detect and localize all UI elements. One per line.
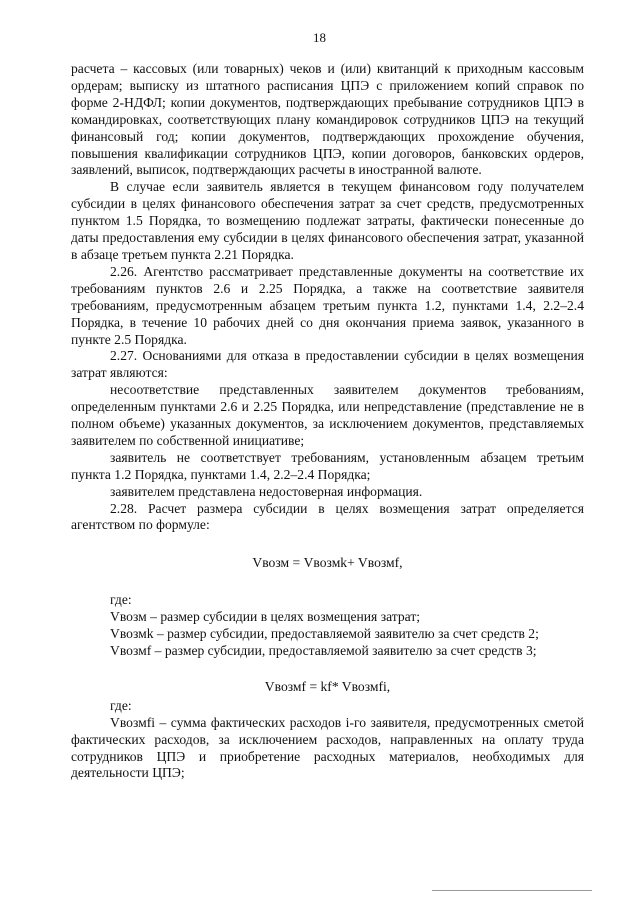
scan-mark-divider [432, 890, 592, 891]
page-number: 18 [313, 30, 326, 45]
paragraph-refusal-reason-3: заявителем представлена недостоверная информация. [110, 483, 423, 499]
definition-vvozmfi: Vвозмfi – сумма фактических расходов i-го заявителя, предусмотренных сметой фактических расходов, за исключением расходов, направленных на оплату труда сотрудников ЦПЭ и приобретение расходных материалов, необходимых для деятельности ЦПЭ; [71, 714, 584, 781]
paragraph-2-28: 2.28. Расчет размера субсидии в целях возмещения затрат определяется агентством по формуле: [71, 500, 584, 533]
formula-vvozmf: Vвозмf = kf* Vвозмfi, [264, 678, 391, 694]
formula-total: Vвозм = Vвозмk+ Vвозмf, [252, 555, 403, 571]
definition-vvozmk: Vвозмk – размер субсидии, предоставляемой заявителю за счет средств 2; [110, 626, 539, 642]
where-label: где: [110, 697, 132, 713]
definition-vvozm: Vвозм – размер субсидии в целях возмещения затрат; [110, 609, 421, 625]
paragraph-refusal-reason-1: несоответствие представленных заявителем документов требованиям, определенным пунктами 2.6 и 2.25 Порядка, или непредставление (представление не в полном объеме) указанных документов, за исключением документов, представляемых заявителем по собственной инициативе; [71, 382, 584, 448]
paragraph-refusal-reason-2: заявитель не соответствует требованиям, установленным абзацем третьим пункта 1.2 Порядка, пунктами 1.4, 2.2–2.4 Порядка; [71, 449, 584, 482]
paragraph-2-27: 2.27. Основаниями для отказа в предоставлении субсидии в целях возмещения затрат являются: [71, 348, 584, 381]
paragraph-subsidy-case: В случае если заявитель является в текущем финансовом году получателем субсидии в целях финансового обеспечения затрат за счет средств, предусмотренных пунктом 1.5 Порядка, то возмещению подлежат затраты, фактически понесенные до даты предоставления ему субсидии в целях финансового обеспечения затрат, указанной в абзаце третьем пункта 2.21 Порядка. [71, 179, 584, 262]
document-body [71, 61, 584, 782]
where-label: где: [110, 592, 132, 608]
paragraph-continuation: расчета – кассовых (или товарных) чеков и (или) квитанций к приходным кассовым ордерам; выписку из штатного расписания ЦПЭ с приложением копий справок по форме 2-НДФЛ; копии документов, подтверждающих пребывание сотрудников ЦПЭ в командировках, соответствующих плану командировок сотрудников ЦПЭ на текущий финансовый год; копии документов, подтверждающих прохождение обучения, повышения квалификации сотрудников ЦПЭ, копии договоров, банковских ордеров, заявлений, выписок, подтверждающих расчеты в иностранной валюте. [71, 61, 584, 178]
definition-vvozmf: Vвозмf – размер субсидии, предоставляемой заявителю за счет средств 3; [110, 643, 537, 658]
paragraph-2-26: 2.26. Агентство рассматривает представленные документы на соответствие их требованиям пунктов 2.6 и 2.25 Порядка, а также на соответствие заявителя требованиям, предусмотренным абзацем третьим пункта 1.2, пунктами 1.4, 2.2–2.4 Порядка, в течение 10 рабочих дней со дня окончания приема заявок, указанного в пункте 2.5 Порядка. [71, 263, 584, 347]
